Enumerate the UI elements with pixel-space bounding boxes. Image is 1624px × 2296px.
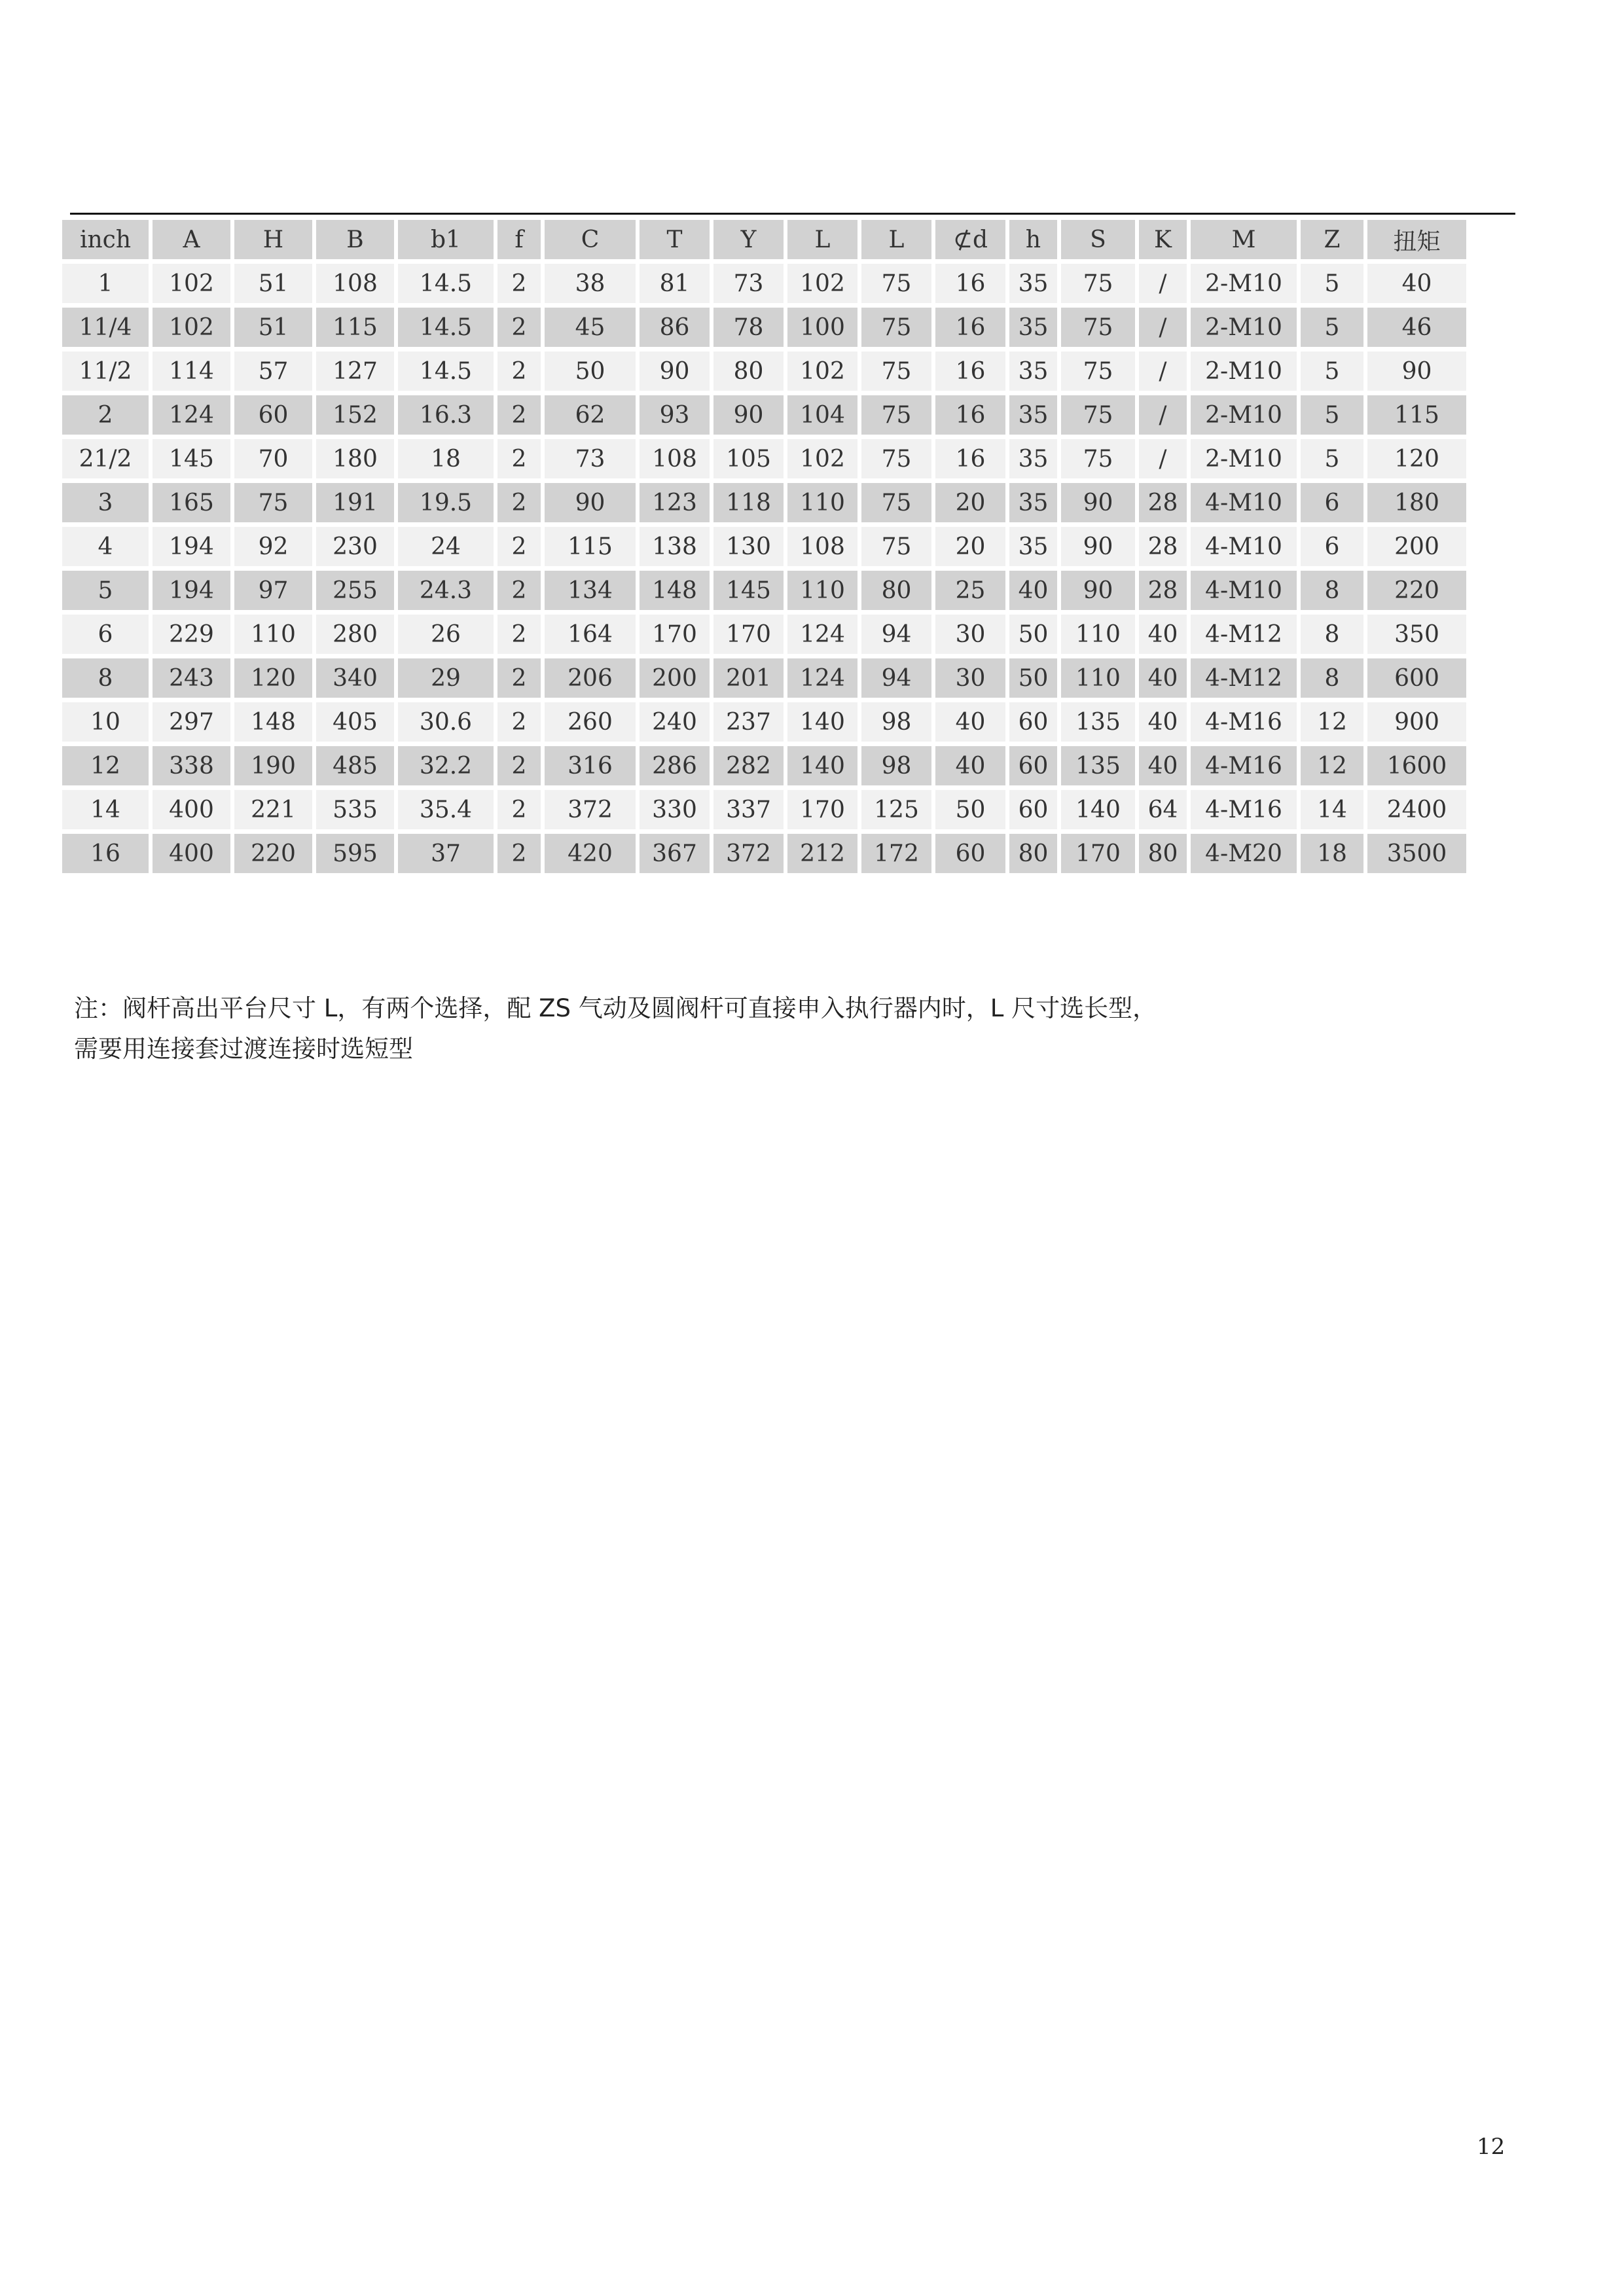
table-cell: 20 — [935, 483, 1005, 522]
table-cell: 16 — [935, 351, 1005, 391]
table-cell: 140 — [787, 746, 857, 785]
table-cell: 30 — [935, 658, 1005, 698]
table-cell: 78 — [713, 308, 784, 347]
table-cell: 14 — [62, 790, 149, 829]
table-cell: 220 — [234, 834, 312, 873]
footnote — [74, 988, 1157, 1069]
table-cell: 35 — [1009, 351, 1057, 391]
table-row — [62, 615, 1466, 654]
table-cell: 2-M10 — [1191, 395, 1297, 435]
table-cell: 124 — [787, 615, 857, 654]
table-cell: 35 — [1009, 264, 1057, 303]
table-cell: 50 — [935, 790, 1005, 829]
table-cell: 255 — [316, 571, 394, 610]
table-cell: 40 — [935, 702, 1005, 742]
table-cell: 372 — [713, 834, 784, 873]
table-cell: 75 — [1061, 308, 1135, 347]
table-cell: 118 — [713, 483, 784, 522]
table-cell: 60 — [935, 834, 1005, 873]
table-cell: 200 — [640, 658, 710, 698]
table-cell: 102 — [153, 264, 230, 303]
table-cell: 16 — [62, 834, 149, 873]
table-cell: 400 — [153, 790, 230, 829]
table-cell: 64 — [1139, 790, 1187, 829]
table-cell: 5 — [1301, 395, 1363, 435]
column-header: M — [1191, 220, 1297, 259]
table-cell: 75 — [861, 264, 931, 303]
column-header: T — [640, 220, 710, 259]
table-cell: 35 — [1009, 527, 1057, 566]
footnote-line-1: 注：阀杆高出平台尺寸 L，有两个选择，配 ZS 气动及圆阀杆可直接申入执行器内时，L 尺寸选长型， — [74, 994, 1157, 1022]
table-cell: 4-M10 — [1191, 483, 1297, 522]
table-cell: 75 — [1061, 439, 1135, 478]
table-cell: 6 — [1301, 483, 1363, 522]
table-cell: 40 — [1009, 571, 1057, 610]
table-cell: 280 — [316, 615, 394, 654]
table-cell: 30.6 — [398, 702, 494, 742]
table-cell: 102 — [787, 351, 857, 391]
table-cell: 40 — [1139, 746, 1187, 785]
table-cell: 4 — [62, 527, 149, 566]
dimension-table — [58, 215, 1470, 878]
table-row — [62, 834, 1466, 873]
column-header: Z — [1301, 220, 1363, 259]
table-cell: 50 — [1009, 615, 1057, 654]
column-header: Y — [713, 220, 784, 259]
table-cell: 57 — [234, 351, 312, 391]
table-cell: 4-M10 — [1191, 571, 1297, 610]
table-cell: 60 — [1009, 702, 1057, 742]
table-cell: 140 — [1061, 790, 1135, 829]
table-cell: 75 — [861, 395, 931, 435]
table-cell: 14.5 — [398, 308, 494, 347]
table-cell: 230 — [316, 527, 394, 566]
table-cell: 282 — [713, 746, 784, 785]
table-cell: 2 — [497, 439, 541, 478]
table-cell: 194 — [153, 527, 230, 566]
table-cell: 138 — [640, 527, 710, 566]
table-cell: 115 — [545, 527, 636, 566]
table-cell: 2 — [497, 351, 541, 391]
table-cell: / — [1139, 264, 1187, 303]
table-cell: 75 — [1061, 395, 1135, 435]
table-cell: 37 — [398, 834, 494, 873]
table-cell: 16 — [935, 439, 1005, 478]
table-cell: 3 — [62, 483, 149, 522]
table-cell: 595 — [316, 834, 394, 873]
table-cell: 35 — [1009, 439, 1057, 478]
page-number: 12 — [1477, 2134, 1506, 2160]
table-cell: 40 — [1139, 658, 1187, 698]
table-cell: 170 — [1061, 834, 1135, 873]
table-cell: 98 — [861, 702, 931, 742]
table-row — [62, 571, 1466, 610]
table-cell: 124 — [787, 658, 857, 698]
table-cell: 135 — [1061, 746, 1135, 785]
table-cell: 94 — [861, 615, 931, 654]
table-cell: 16 — [935, 308, 1005, 347]
table-cell: 400 — [153, 834, 230, 873]
table-cell: 180 — [316, 439, 394, 478]
table-cell: 4-M12 — [1191, 615, 1297, 654]
column-header: S — [1061, 220, 1135, 259]
table-cell: 164 — [545, 615, 636, 654]
table-cell: 316 — [545, 746, 636, 785]
table-cell: 2 — [497, 308, 541, 347]
table-cell: 190 — [234, 746, 312, 785]
table-cell: / — [1139, 439, 1187, 478]
table-cell: 8 — [62, 658, 149, 698]
table-cell: 148 — [640, 571, 710, 610]
table-cell: 2-M10 — [1191, 264, 1297, 303]
table-cell: 127 — [316, 351, 394, 391]
table-cell: 191 — [316, 483, 394, 522]
table-cell: 243 — [153, 658, 230, 698]
table-cell: 367 — [640, 834, 710, 873]
table-cell: 120 — [1367, 439, 1466, 478]
table-cell: 29 — [398, 658, 494, 698]
table-cell: 60 — [1009, 746, 1057, 785]
table-cell: 50 — [1009, 658, 1057, 698]
column-header: ⊄d — [935, 220, 1005, 259]
table-cell: 105 — [713, 439, 784, 478]
table-cell: 2-M10 — [1191, 439, 1297, 478]
table-cell: 11/2 — [62, 351, 149, 391]
table-cell: 40 — [1367, 264, 1466, 303]
table-cell: 372 — [545, 790, 636, 829]
table-cell: 900 — [1367, 702, 1466, 742]
table-cell: 152 — [316, 395, 394, 435]
table-cell: 297 — [153, 702, 230, 742]
table-cell: 90 — [640, 351, 710, 391]
table-row — [62, 351, 1466, 391]
table-cell: 180 — [1367, 483, 1466, 522]
table-cell: 10 — [62, 702, 149, 742]
table-cell: 18 — [398, 439, 494, 478]
table-cell: 104 — [787, 395, 857, 435]
table-cell: 2 — [497, 571, 541, 610]
table-cell: 75 — [861, 439, 931, 478]
table-cell: 115 — [1367, 395, 1466, 435]
table-cell: 120 — [234, 658, 312, 698]
table-cell: 102 — [787, 439, 857, 478]
table-cell: 75 — [234, 483, 312, 522]
table-cell: 110 — [234, 615, 312, 654]
column-header: C — [545, 220, 636, 259]
table-cell: 80 — [1009, 834, 1057, 873]
table-cell: 2-M10 — [1191, 351, 1297, 391]
table-cell: 229 — [153, 615, 230, 654]
table-cell: 80 — [713, 351, 784, 391]
table-cell: 40 — [935, 746, 1005, 785]
table-cell: 62 — [545, 395, 636, 435]
table-cell: 19.5 — [398, 483, 494, 522]
table-cell: 102 — [787, 264, 857, 303]
table-cell: 600 — [1367, 658, 1466, 698]
table-cell: 145 — [153, 439, 230, 478]
column-header: B — [316, 220, 394, 259]
table-cell: 286 — [640, 746, 710, 785]
table-cell: 38 — [545, 264, 636, 303]
table-cell: 32.2 — [398, 746, 494, 785]
table-cell: 24.3 — [398, 571, 494, 610]
table-cell: 110 — [787, 483, 857, 522]
table-cell: 170 — [787, 790, 857, 829]
table-cell: 1600 — [1367, 746, 1466, 785]
column-header: L — [861, 220, 931, 259]
table-cell: 2 — [497, 658, 541, 698]
table-cell: 75 — [861, 351, 931, 391]
table-cell: 110 — [787, 571, 857, 610]
table-cell: 11/4 — [62, 308, 149, 347]
table-cell: 337 — [713, 790, 784, 829]
table-cell: 6 — [62, 615, 149, 654]
table-cell: 86 — [640, 308, 710, 347]
table-cell: 70 — [234, 439, 312, 478]
table-cell: 200 — [1367, 527, 1466, 566]
table-row — [62, 527, 1466, 566]
table-cell: 140 — [787, 702, 857, 742]
table-cell: 26 — [398, 615, 494, 654]
table-cell: 16 — [935, 264, 1005, 303]
table-cell: 330 — [640, 790, 710, 829]
table-cell: 40 — [1139, 702, 1187, 742]
table-cell: 135 — [1061, 702, 1135, 742]
table-cell: 80 — [1139, 834, 1187, 873]
table-cell: 51 — [234, 308, 312, 347]
table-cell: 40 — [1139, 615, 1187, 654]
table-cell: 93 — [640, 395, 710, 435]
table-cell: 16 — [935, 395, 1005, 435]
table-cell: 115 — [316, 308, 394, 347]
table-cell: 114 — [153, 351, 230, 391]
table-cell: 28 — [1139, 483, 1187, 522]
table-cell: 3500 — [1367, 834, 1466, 873]
table-cell: 5 — [1301, 308, 1363, 347]
table-cell: 221 — [234, 790, 312, 829]
table-cell: 134 — [545, 571, 636, 610]
table-cell: 405 — [316, 702, 394, 742]
table-cell: 340 — [316, 658, 394, 698]
table-cell: / — [1139, 308, 1187, 347]
table-cell: 2 — [497, 527, 541, 566]
column-header: h — [1009, 220, 1057, 259]
table-cell: 485 — [316, 746, 394, 785]
table-cell: 170 — [713, 615, 784, 654]
table-cell: 5 — [1301, 264, 1363, 303]
table-cell: 45 — [545, 308, 636, 347]
table-cell: 51 — [234, 264, 312, 303]
table-cell: 92 — [234, 527, 312, 566]
table-cell: 90 — [1367, 351, 1466, 391]
table-cell: 50 — [545, 351, 636, 391]
table-cell: 2 — [497, 834, 541, 873]
table-cell: 2 — [497, 483, 541, 522]
table-cell: 90 — [545, 483, 636, 522]
table-row — [62, 395, 1466, 435]
table-cell: 8 — [1301, 615, 1363, 654]
table-cell: 130 — [713, 527, 784, 566]
table-cell: 260 — [545, 702, 636, 742]
table-cell: 2-M10 — [1191, 308, 1297, 347]
table-cell: 75 — [861, 483, 931, 522]
table-cell: 350 — [1367, 615, 1466, 654]
table-cell: 14.5 — [398, 351, 494, 391]
table-cell: 14.5 — [398, 264, 494, 303]
table-cell: 220 — [1367, 571, 1466, 610]
table-cell: 28 — [1139, 571, 1187, 610]
table-row — [62, 483, 1466, 522]
table-cell: 90 — [1061, 571, 1135, 610]
table-cell: 73 — [545, 439, 636, 478]
table-cell: 80 — [861, 571, 931, 610]
table-cell: 35.4 — [398, 790, 494, 829]
table-row — [62, 439, 1466, 478]
column-header: inch — [62, 220, 149, 259]
table-top-rule — [70, 213, 1515, 215]
table-cell: 12 — [62, 746, 149, 785]
table-cell: 18 — [1301, 834, 1363, 873]
table-cell: 30 — [935, 615, 1005, 654]
table-cell: 420 — [545, 834, 636, 873]
table-cell: 172 — [861, 834, 931, 873]
table-cell: 165 — [153, 483, 230, 522]
table-cell: 206 — [545, 658, 636, 698]
table-cell: 35 — [1009, 483, 1057, 522]
table-cell: 28 — [1139, 527, 1187, 566]
table-cell: 110 — [1061, 658, 1135, 698]
table-cell: 98 — [861, 746, 931, 785]
table-cell: 110 — [1061, 615, 1135, 654]
table-row — [62, 264, 1466, 303]
table-row — [62, 658, 1466, 698]
table-cell: 338 — [153, 746, 230, 785]
table-cell: 2 — [497, 790, 541, 829]
table-cell: 75 — [861, 308, 931, 347]
table-cell: 94 — [861, 658, 931, 698]
table-cell: 8 — [1301, 571, 1363, 610]
table-cell: 46 — [1367, 308, 1466, 347]
table-cell: 16.3 — [398, 395, 494, 435]
table-cell: 6 — [1301, 527, 1363, 566]
table-cell: 2 — [497, 395, 541, 435]
column-header: b1 — [398, 220, 494, 259]
table-row — [62, 308, 1466, 347]
column-header: f — [497, 220, 541, 259]
table-cell: 5 — [1301, 351, 1363, 391]
column-header: A — [153, 220, 230, 259]
table-cell: 194 — [153, 571, 230, 610]
table-cell: 14 — [1301, 790, 1363, 829]
table-cell: 100 — [787, 308, 857, 347]
table-cell: 5 — [62, 571, 149, 610]
table-cell: 102 — [153, 308, 230, 347]
table-cell: 60 — [1009, 790, 1057, 829]
table-cell: 123 — [640, 483, 710, 522]
table-cell: 212 — [787, 834, 857, 873]
table-cell: 75 — [861, 527, 931, 566]
table-cell: 237 — [713, 702, 784, 742]
table-cell: 12 — [1301, 702, 1363, 742]
table-cell: 21/2 — [62, 439, 149, 478]
table-cell: 4-M16 — [1191, 746, 1297, 785]
table-cell: 75 — [1061, 351, 1135, 391]
table-cell: 148 — [234, 702, 312, 742]
table-cell: 2 — [497, 615, 541, 654]
table-cell: 535 — [316, 790, 394, 829]
table-cell: / — [1139, 395, 1187, 435]
table-cell: 108 — [640, 439, 710, 478]
table-cell: 4-M10 — [1191, 527, 1297, 566]
table-cell: 97 — [234, 571, 312, 610]
table-row — [62, 790, 1466, 829]
table-cell: 75 — [1061, 264, 1135, 303]
table-cell: 240 — [640, 702, 710, 742]
table-cell: 90 — [1061, 527, 1135, 566]
column-header: 扭矩 — [1367, 220, 1466, 259]
table-cell: 73 — [713, 264, 784, 303]
table-row — [62, 702, 1466, 742]
table-cell: 170 — [640, 615, 710, 654]
table-cell: 60 — [234, 395, 312, 435]
table-cell: 4-M16 — [1191, 790, 1297, 829]
table-cell: 25 — [935, 571, 1005, 610]
table-cell: / — [1139, 351, 1187, 391]
table-cell: 2 — [497, 746, 541, 785]
table-cell: 201 — [713, 658, 784, 698]
table-cell: 35 — [1009, 308, 1057, 347]
footnote-line-2: 需要用连接套过渡连接时选短型 — [74, 1035, 413, 1063]
table-cell: 35 — [1009, 395, 1057, 435]
table-cell: 108 — [787, 527, 857, 566]
table-header-row — [62, 220, 1466, 259]
table-cell: 2 — [497, 264, 541, 303]
table-cell: 90 — [713, 395, 784, 435]
table-cell: 2 — [62, 395, 149, 435]
table-cell: 90 — [1061, 483, 1135, 522]
table-cell: 4-M16 — [1191, 702, 1297, 742]
table-cell: 145 — [713, 571, 784, 610]
table-cell: 4-M12 — [1191, 658, 1297, 698]
table-row — [62, 746, 1466, 785]
table-cell: 20 — [935, 527, 1005, 566]
table-cell: 24 — [398, 527, 494, 566]
table-cell: 108 — [316, 264, 394, 303]
column-header: K — [1139, 220, 1187, 259]
column-header: L — [787, 220, 857, 259]
table-cell: 1 — [62, 264, 149, 303]
table-cell: 8 — [1301, 658, 1363, 698]
table-cell: 12 — [1301, 746, 1363, 785]
table-cell: 124 — [153, 395, 230, 435]
table-cell: 4-M20 — [1191, 834, 1297, 873]
table-cell: 81 — [640, 264, 710, 303]
column-header: H — [234, 220, 312, 259]
table-cell: 5 — [1301, 439, 1363, 478]
table-cell: 2 — [497, 702, 541, 742]
table-cell: 125 — [861, 790, 931, 829]
table-cell: 2400 — [1367, 790, 1466, 829]
